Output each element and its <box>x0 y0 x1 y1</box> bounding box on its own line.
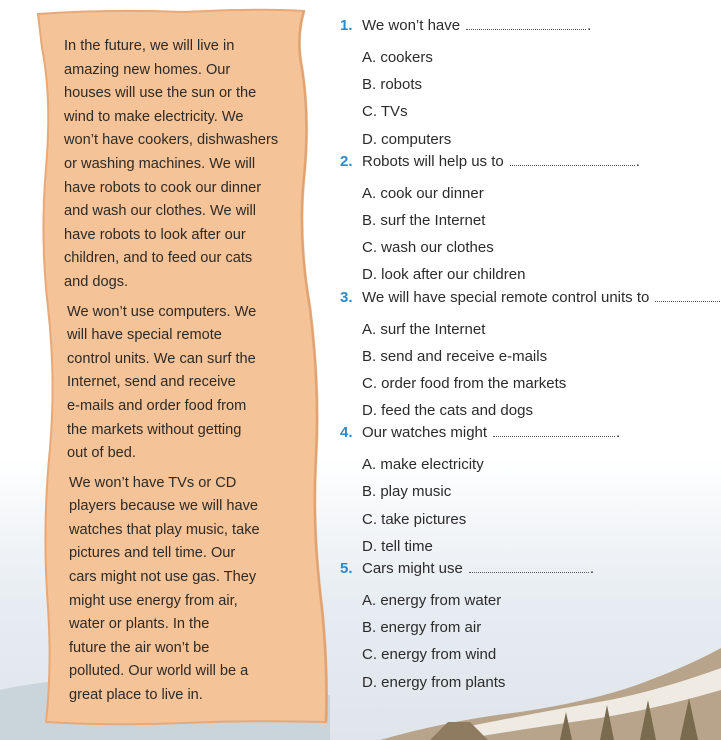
passage-line: will have special remote <box>67 327 222 344</box>
question-text: We will have special remote control units to <box>362 288 650 306</box>
passage-line: polluted. Our world will be a <box>69 663 249 680</box>
passage-line: and wash our clothes. We will <box>64 203 256 220</box>
question-number: 5. <box>340 560 353 577</box>
passage-line: In the future, we will live in <box>64 38 235 54</box>
answer-option[interactable]: A. surf the Internet <box>362 320 486 338</box>
answer-option[interactable]: C. TVs <box>362 103 408 121</box>
answer-option[interactable]: C. energy from wind <box>362 646 497 664</box>
answer-blank[interactable] <box>493 424 615 437</box>
answer-option[interactable]: A. make electricity <box>362 456 484 474</box>
question-2 <box>340 153 721 289</box>
question-stem <box>340 153 721 180</box>
question-stem <box>340 289 721 316</box>
question-end-punctuation: . <box>616 424 621 442</box>
passage-line: future the air won’t be <box>69 639 210 656</box>
question-text: Our watches might <box>362 424 488 442</box>
passage-text <box>64 35 286 714</box>
answer-option[interactable]: C. take pictures <box>362 510 467 528</box>
answer-option[interactable]: A. cook our dinner <box>362 184 484 202</box>
question-4 <box>340 424 721 560</box>
answer-option[interactable]: A. cookers <box>362 49 433 66</box>
passage-line: houses will use the sun or the <box>64 85 257 102</box>
passage-line: cars might not use gas. They <box>69 569 257 586</box>
passage-line: Internet, send and receive <box>67 374 236 391</box>
question-end-punctuation: . <box>589 560 595 577</box>
question-text: Robots will help us to <box>362 152 504 170</box>
answer-option[interactable]: A. energy from water <box>362 592 502 609</box>
answer-blank[interactable] <box>655 289 720 302</box>
passage-line: water or plants. In the <box>69 616 210 633</box>
answer-option[interactable]: D. energy from plants <box>362 673 506 691</box>
question-number: 1. <box>340 17 353 34</box>
passage-line: out of bed. <box>67 445 136 462</box>
question-3 <box>340 289 721 425</box>
passage-line: have robots to look after our <box>64 226 246 243</box>
question-text: We won’t have <box>362 17 461 34</box>
answer-option[interactable]: C. wash our clothes <box>362 239 494 257</box>
question-text: Cars might use <box>362 560 463 577</box>
passage-paragraph <box>64 35 286 295</box>
question-end-punctuation: . <box>635 152 640 170</box>
passage-line: We won’t use computers. We <box>67 303 257 320</box>
question-stem <box>340 424 721 451</box>
passage-line: the markets without getting <box>67 421 242 438</box>
passage-line: e-mails and order food from <box>67 397 247 414</box>
passage-line: or washing machines. We will <box>64 155 256 172</box>
passage-line: wind to make electricity. We <box>64 108 244 125</box>
passage-line: control units. We can surf the <box>67 350 256 367</box>
answer-option[interactable]: D. look after our children <box>362 266 526 284</box>
passage-line: amazing new homes. Our <box>64 61 231 78</box>
answer-option[interactable]: C. order food from the markets <box>362 374 567 392</box>
answer-blank[interactable] <box>466 17 586 30</box>
passage-line: watches that play music, take <box>69 521 260 538</box>
passage-line: pictures and tell time. Our <box>69 545 236 562</box>
passage-line: great place to live in. <box>69 687 203 704</box>
question-number: 3. <box>340 288 353 306</box>
answer-option[interactable]: D. tell time <box>362 537 433 555</box>
passage-line: have robots to cook our dinner <box>64 179 262 196</box>
passage-paragraph <box>64 472 286 708</box>
question-list <box>340 17 721 696</box>
answer-option[interactable]: B. surf the Internet <box>362 211 486 229</box>
answer-option[interactable]: B. send and receive e-mails <box>362 347 548 365</box>
passage-line: children, and to feed our cats <box>64 250 253 267</box>
answer-option[interactable]: B. play music <box>362 483 452 501</box>
passage-line: might use energy from air, <box>69 592 238 609</box>
question-1 <box>340 17 721 153</box>
question-stem <box>340 560 721 587</box>
question-stem <box>340 17 721 44</box>
passage-line: We won’t have TVs or CD <box>69 474 237 491</box>
answer-blank[interactable] <box>469 560 589 573</box>
answer-option[interactable]: B. energy from air <box>362 619 482 637</box>
passage-line: players because we will have <box>69 498 259 515</box>
passage-line: won’t have cookers, dishwashers <box>64 132 279 149</box>
answer-blank[interactable] <box>510 153 635 166</box>
question-5 <box>340 560 721 696</box>
question-number: 2. <box>340 152 353 170</box>
reading-passage <box>34 8 330 726</box>
question-end-punctuation: . <box>587 17 592 34</box>
answer-option[interactable]: B. robots <box>362 76 423 94</box>
passage-paragraph <box>64 301 286 466</box>
passage-line: and dogs. <box>64 273 129 290</box>
answer-option[interactable]: D. computers <box>362 130 452 148</box>
answer-option[interactable]: D. feed the cats and dogs <box>362 402 533 420</box>
question-number: 4. <box>340 424 353 442</box>
